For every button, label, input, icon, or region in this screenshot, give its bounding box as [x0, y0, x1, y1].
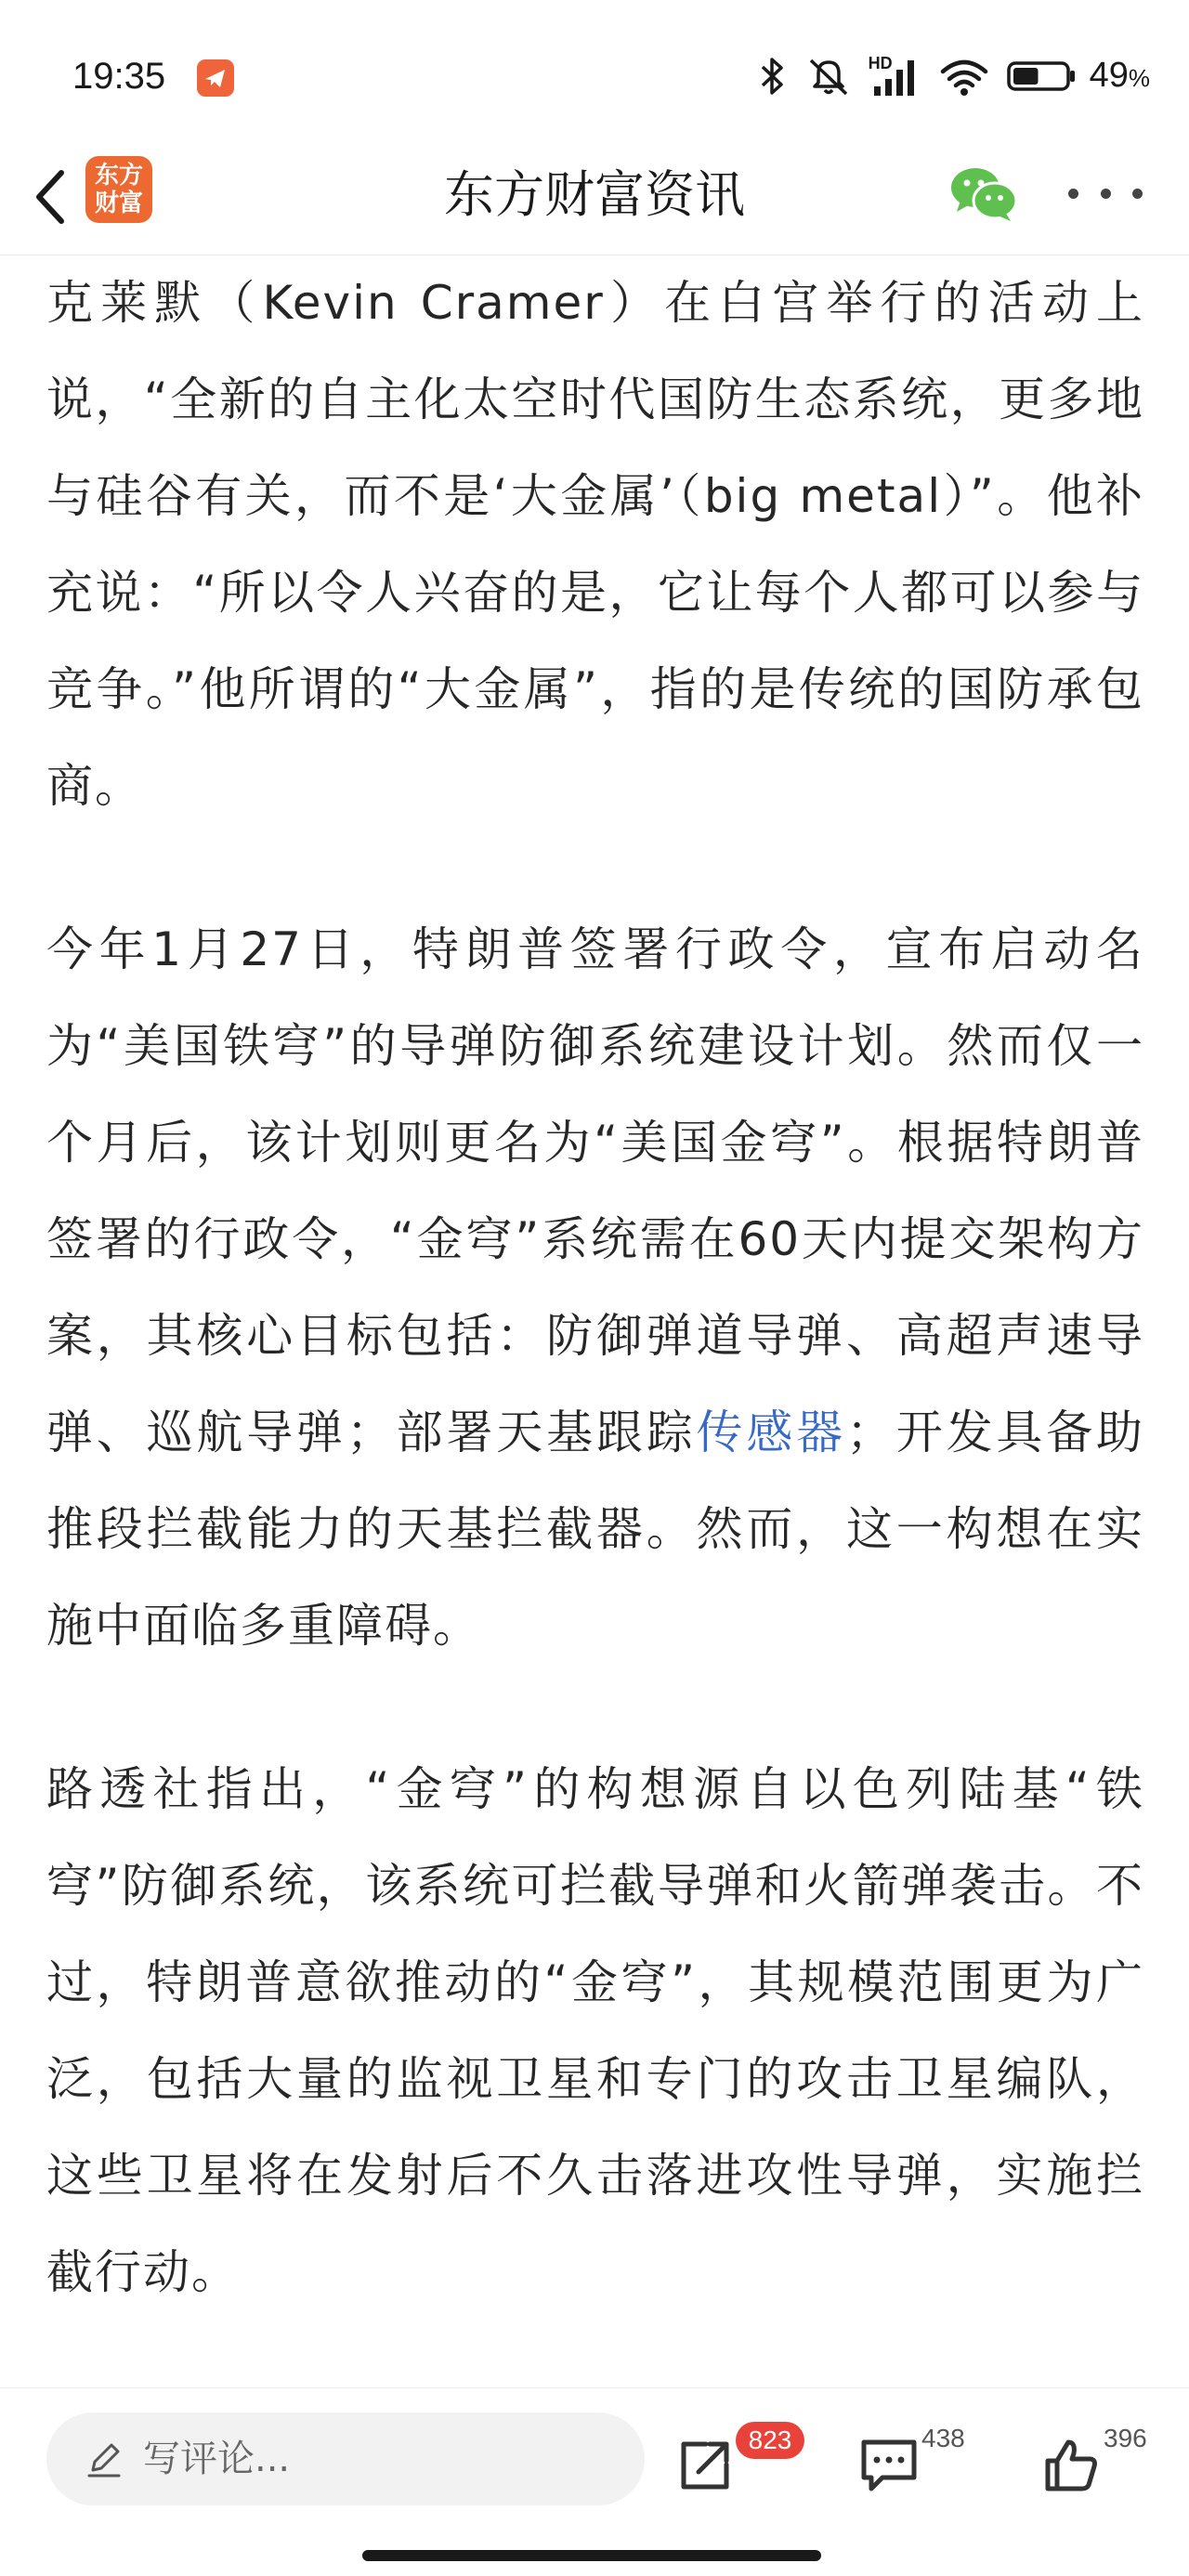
like-count: 396	[1104, 2424, 1147, 2452]
article-body	[46, 255, 1144, 2382]
article-paragraph: 路透社指出，“金穹”的构想源自以色列陆基“铁穹”防御系统，该系统可拦截导弹和火箭弹袭击。不过，特朗普意欲推动的“金穹”，其规模范围更为广泛，包括大量的监视卫星和专门的攻击卫星编队，这些卫星将在发射后不久击落进攻性导弹，实施拦截行动。	[46, 1762, 1144, 2299]
notification-app-icon	[197, 59, 234, 97]
share-button[interactable]	[674, 2422, 792, 2505]
comment-placeholder: 写评论...	[143, 2438, 291, 2480]
comment-icon	[858, 2435, 920, 2494]
wechat-share-button[interactable]	[949, 163, 1018, 223]
cellular-signal-icon	[869, 55, 922, 98]
back-arrow-icon	[32, 167, 69, 227]
bottom-action-bar	[0, 2387, 1189, 2576]
article-paragraph: 克莱默（Kevin Cramer）在白宫举行的活动上说，“全新的自主化太空时代国防生态系统，更多地与硅谷有关，而不是‘大金属’（big metal）”。他补充说：“所以令人兴奋的是，它让每个人都可以参与竞争。”他所谓的“大金属”，指的是传统的国防承包商。	[46, 276, 1144, 813]
like-button[interactable]	[1040, 2422, 1152, 2505]
page-title: 东方财富资讯	[444, 165, 745, 224]
wifi-icon	[939, 55, 989, 98]
home-indicator[interactable]	[362, 2550, 821, 2561]
paper-plane-icon	[197, 59, 234, 97]
app-logo	[85, 156, 152, 223]
battery-icon	[1006, 55, 1077, 98]
paragraph-text: ；开发具备助推段拦截能力的天基拦截器。然而，这一构想在实施中面临多重障碍。	[46, 1406, 1144, 1653]
more-options-button[interactable]	[1068, 167, 1143, 219]
battery-percentage	[1090, 53, 1150, 100]
battery-percent-unit: %	[1128, 63, 1150, 92]
paragraph-text: 今年1月27日，特朗普签署行政令，宣布启动名为“美国铁穹”的导弹防御系统建设计划。然而仅一个月后，该计划则更名为“美国金穹”。根据特朗普签署的行政令，“金穹”系统需在60天内提交架构方案，其核心目标包括：防御弹道导弹、高超声速导弹、巡航导弹；部署天基跟踪	[46, 922, 1144, 1459]
network-label: HD	[868, 54, 893, 72]
more-dots-icon	[1101, 189, 1111, 199]
status-bar	[0, 0, 1189, 158]
nav-bar	[0, 139, 1189, 255]
battery-percent-value: 49	[1089, 55, 1129, 95]
more-dots-icon	[1132, 189, 1143, 199]
share-icon	[674, 2435, 734, 2494]
back-button[interactable]	[20, 165, 80, 229]
pencil-icon	[84, 2439, 124, 2479]
status-icons	[740, 52, 1150, 100]
article-paragraph	[46, 901, 1144, 1674]
mute-icon	[805, 55, 852, 98]
more-dots-icon	[1068, 189, 1078, 199]
comment-button[interactable]	[858, 2422, 970, 2505]
comment-input[interactable]	[46, 2413, 645, 2505]
share-count-badge: 823	[736, 2422, 804, 2459]
wechat-icon	[949, 163, 1018, 223]
status-time: 19:35	[72, 56, 166, 97]
sensor-keyword-link[interactable]: 传感器	[696, 1406, 846, 1459]
comment-count: 438	[921, 2424, 965, 2452]
app-logo-text: 东方财富	[94, 162, 143, 217]
thumbs-up-icon	[1040, 2435, 1100, 2494]
bluetooth-icon	[757, 55, 789, 98]
